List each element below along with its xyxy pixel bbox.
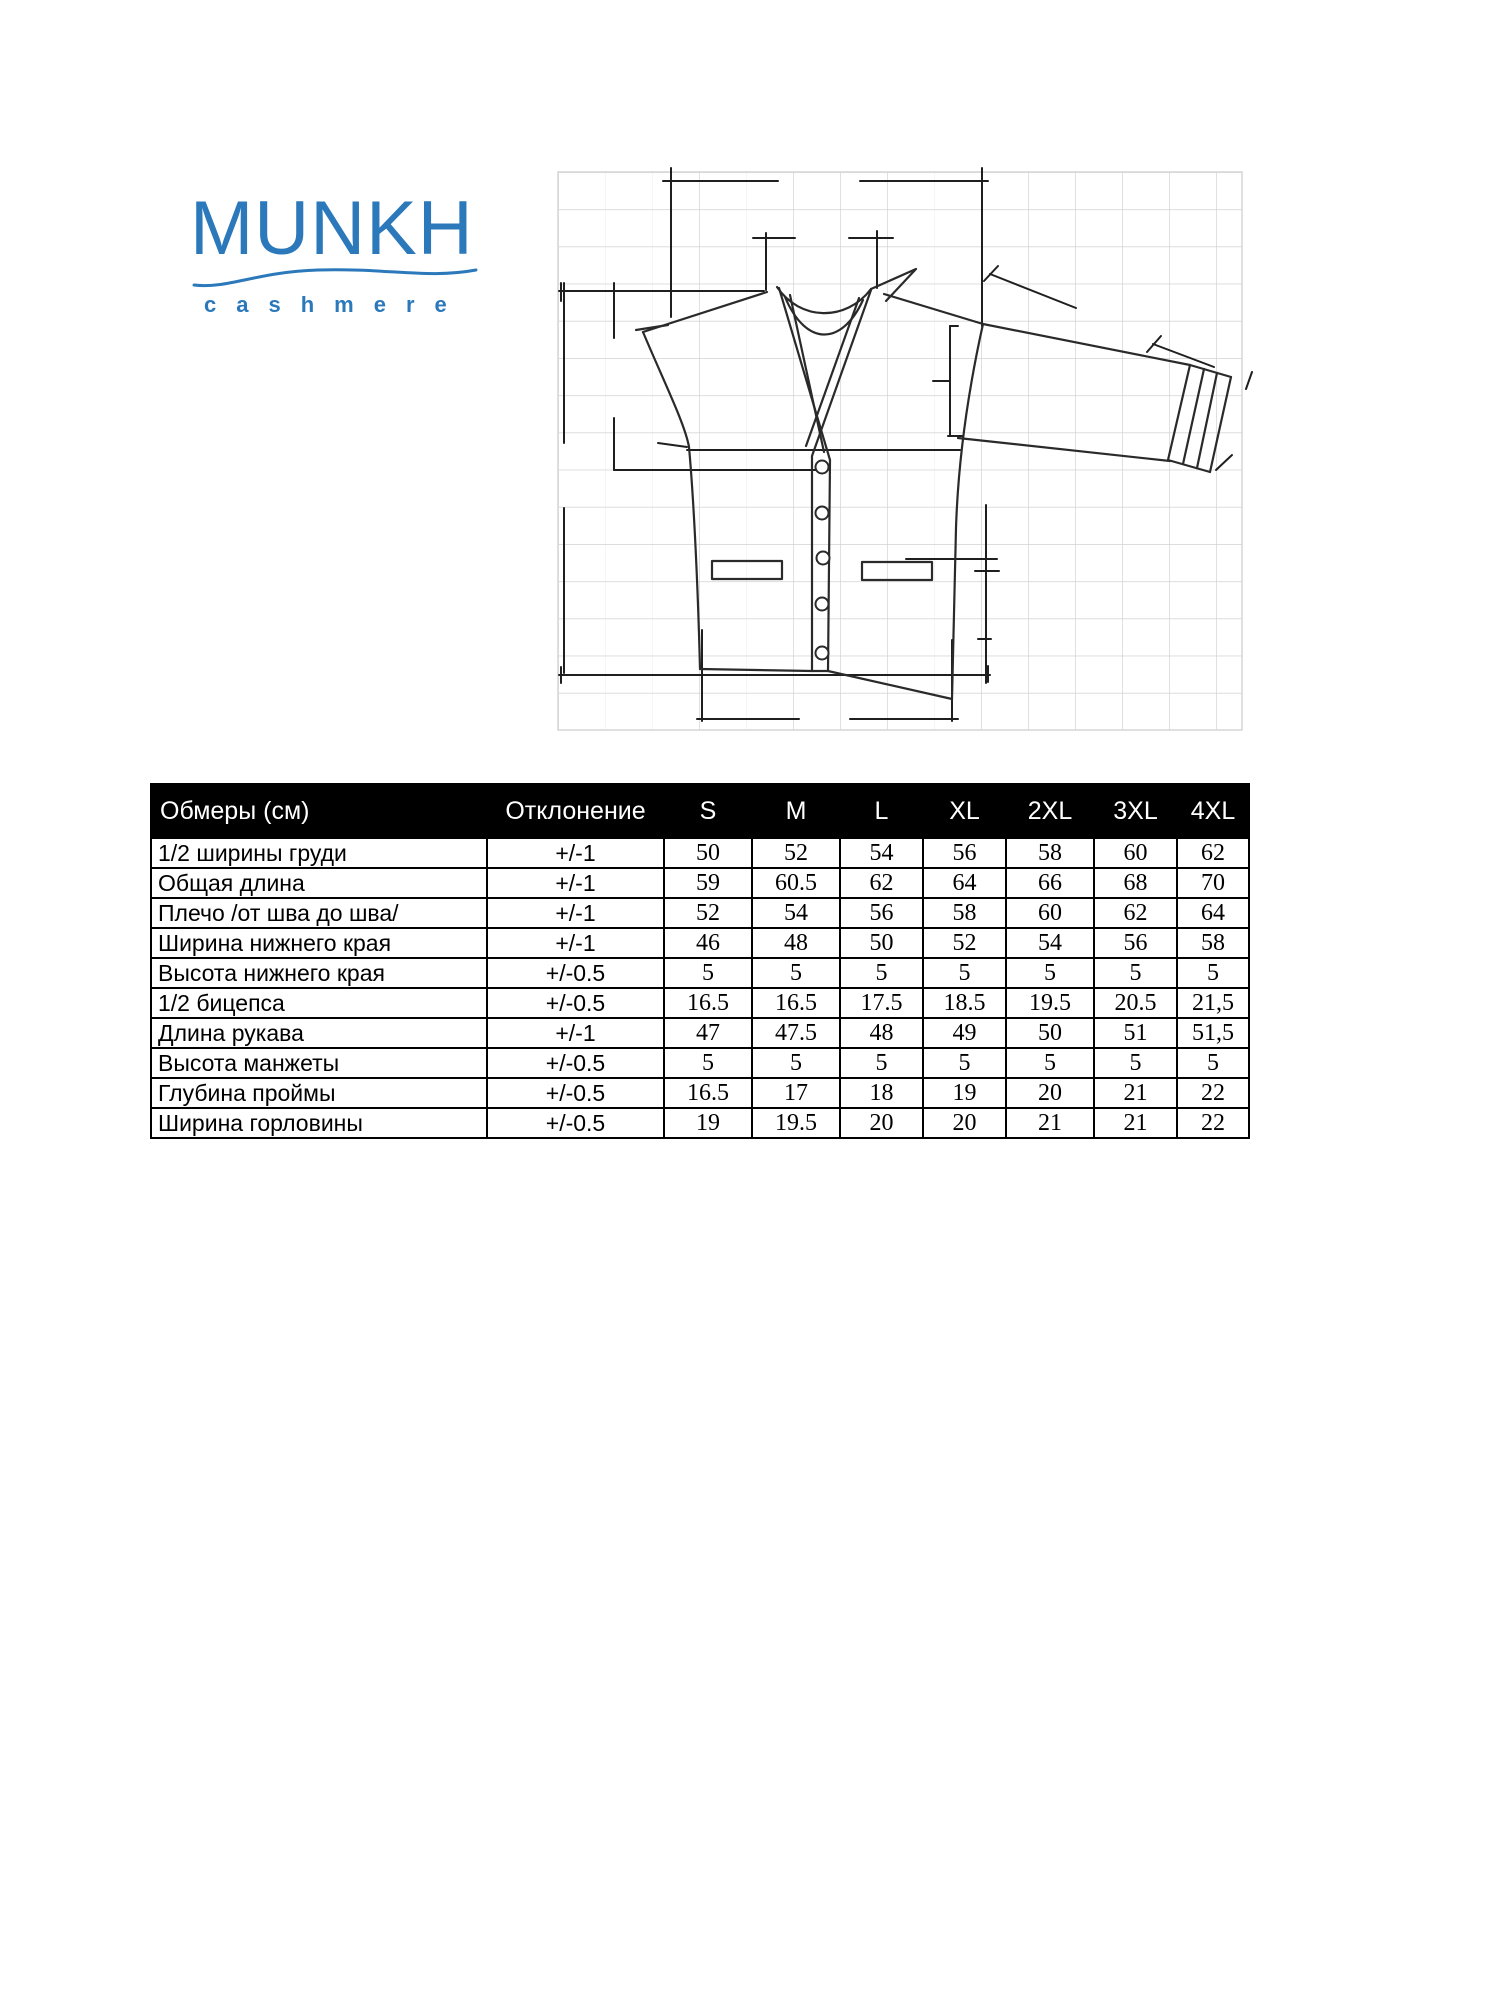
- size-value: 5: [752, 1048, 840, 1078]
- measurement-label: Высота нижнего края: [151, 958, 487, 988]
- size-value: 48: [752, 928, 840, 958]
- size-value: 16.5: [664, 1078, 752, 1108]
- header-size-m: M: [752, 784, 840, 838]
- size-value: 20: [1006, 1078, 1094, 1108]
- size-value: 66: [1006, 868, 1094, 898]
- size-chart-table: [150, 783, 1250, 1139]
- table-header-row: [151, 784, 1249, 838]
- deviation-value: +/-1: [487, 868, 664, 898]
- size-value: 19: [664, 1108, 752, 1138]
- deviation-value: +/-0.5: [487, 1048, 664, 1078]
- size-chart-tbody: [151, 838, 1249, 1138]
- size-value: 16.5: [664, 988, 752, 1018]
- measurement-label: Ширина нижнего края: [151, 928, 487, 958]
- deviation-value: +/-0.5: [487, 1078, 664, 1108]
- size-value: 54: [752, 898, 840, 928]
- button: [816, 598, 829, 611]
- size-value: 51,5: [1177, 1018, 1249, 1048]
- table-row: [151, 1078, 1249, 1108]
- size-value: 22: [1177, 1108, 1249, 1138]
- size-value: 54: [1006, 928, 1094, 958]
- deviation-value: +/-0.5: [487, 1108, 664, 1138]
- size-value: 52: [664, 898, 752, 928]
- size-value: 51: [1094, 1018, 1177, 1048]
- size-value: 60.5: [752, 868, 840, 898]
- size-value: 20: [923, 1108, 1006, 1138]
- button: [816, 461, 829, 474]
- size-value: 64: [1177, 898, 1249, 928]
- measurement-label: 1/2 ширины груди: [151, 838, 487, 868]
- size-value: 19: [923, 1078, 1006, 1108]
- size-value: 5: [923, 1048, 1006, 1078]
- deviation-value: +/-1: [487, 1018, 664, 1048]
- table-row: [151, 898, 1249, 928]
- button: [816, 507, 829, 520]
- size-value: 47: [664, 1018, 752, 1048]
- size-value: 46: [664, 928, 752, 958]
- size-value: 50: [840, 928, 923, 958]
- header-size-l: L: [840, 784, 923, 838]
- table-row: [151, 928, 1249, 958]
- size-value: 18: [840, 1078, 923, 1108]
- table-row: [151, 1108, 1249, 1138]
- header-size-2xl: 2XL: [1006, 784, 1094, 838]
- brand-subtitle: cashmere: [204, 292, 467, 317]
- size-value: 60: [1094, 838, 1177, 868]
- measurement-label: Плечо /от шва до шва/: [151, 898, 487, 928]
- size-value: 50: [1006, 1018, 1094, 1048]
- size-value: 19.5: [752, 1108, 840, 1138]
- deviation-value: +/-0.5: [487, 958, 664, 988]
- size-value: 5: [1006, 1048, 1094, 1078]
- size-value: 49: [923, 1018, 1006, 1048]
- size-value: 5: [923, 958, 1006, 988]
- size-value: 59: [664, 868, 752, 898]
- size-value: 54: [840, 838, 923, 868]
- header-measurements: Обмеры (см): [151, 784, 487, 838]
- header-size-3xl: 3XL: [1094, 784, 1177, 838]
- size-value: 62: [1094, 898, 1177, 928]
- size-value: 58: [923, 898, 1006, 928]
- measurement-label: Глубина проймы: [151, 1078, 487, 1108]
- size-value: 19.5: [1006, 988, 1094, 1018]
- button: [817, 552, 830, 565]
- table-row: [151, 1018, 1249, 1048]
- measurement-label: Общая длина: [151, 868, 487, 898]
- deviation-value: +/-0.5: [487, 988, 664, 1018]
- size-value: 21,5: [1177, 988, 1249, 1018]
- size-value: 5: [840, 1048, 923, 1078]
- table-row: [151, 958, 1249, 988]
- size-value: 58: [1177, 928, 1249, 958]
- size-value: 70: [1177, 868, 1249, 898]
- size-value: 48: [840, 1018, 923, 1048]
- size-value: 47.5: [752, 1018, 840, 1048]
- size-value: 20: [840, 1108, 923, 1138]
- brand-name: MUNKH: [190, 186, 474, 271]
- size-value: 56: [840, 898, 923, 928]
- deviation-value: +/-1: [487, 898, 664, 928]
- size-value: 5: [752, 958, 840, 988]
- size-value: 50: [664, 838, 752, 868]
- header-size-s: S: [664, 784, 752, 838]
- size-value: 17.5: [840, 988, 923, 1018]
- table-row: [151, 838, 1249, 868]
- size-value: 17: [752, 1078, 840, 1108]
- size-value: 62: [1177, 838, 1249, 868]
- measurement-label: Высота манжеты: [151, 1048, 487, 1078]
- size-value: 5: [1177, 1048, 1249, 1078]
- size-value: 62: [840, 868, 923, 898]
- size-value: 58: [1006, 838, 1094, 868]
- size-value: 5: [1094, 1048, 1177, 1078]
- size-value: 16.5: [752, 988, 840, 1018]
- size-value: 5: [1177, 958, 1249, 988]
- size-value: 52: [923, 928, 1006, 958]
- deviation-value: +/-1: [487, 838, 664, 868]
- size-value: 5: [664, 958, 752, 988]
- button: [816, 647, 829, 660]
- size-value: 52: [752, 838, 840, 868]
- size-value: 60: [1006, 898, 1094, 928]
- measurement-label: Длина рукава: [151, 1018, 487, 1048]
- measurement-label: 1/2 бицепса: [151, 988, 487, 1018]
- size-value: 56: [923, 838, 1006, 868]
- size-value: 5: [664, 1048, 752, 1078]
- size-value: 5: [1006, 958, 1094, 988]
- header-size-xl: XL: [923, 784, 1006, 838]
- header-size-4xl: 4XL: [1177, 784, 1249, 838]
- size-value: 21: [1094, 1108, 1177, 1138]
- table-row: [151, 988, 1249, 1018]
- table-row: [151, 868, 1249, 898]
- size-value: 20.5: [1094, 988, 1177, 1018]
- size-value: 22: [1177, 1078, 1249, 1108]
- size-value: 21: [1094, 1078, 1177, 1108]
- size-value: 18.5: [923, 988, 1006, 1018]
- size-value: 21: [1006, 1108, 1094, 1138]
- header-deviation: Отклонение: [487, 784, 664, 838]
- deviation-value: +/-1: [487, 928, 664, 958]
- size-value: 5: [1094, 958, 1177, 988]
- size-value: 68: [1094, 868, 1177, 898]
- garment-technical-drawing: [430, 118, 1290, 788]
- measurement-label: Ширина горловины: [151, 1108, 487, 1138]
- table-row: [151, 1048, 1249, 1078]
- size-value: 56: [1094, 928, 1177, 958]
- size-value: 5: [840, 958, 923, 988]
- size-value: 64: [923, 868, 1006, 898]
